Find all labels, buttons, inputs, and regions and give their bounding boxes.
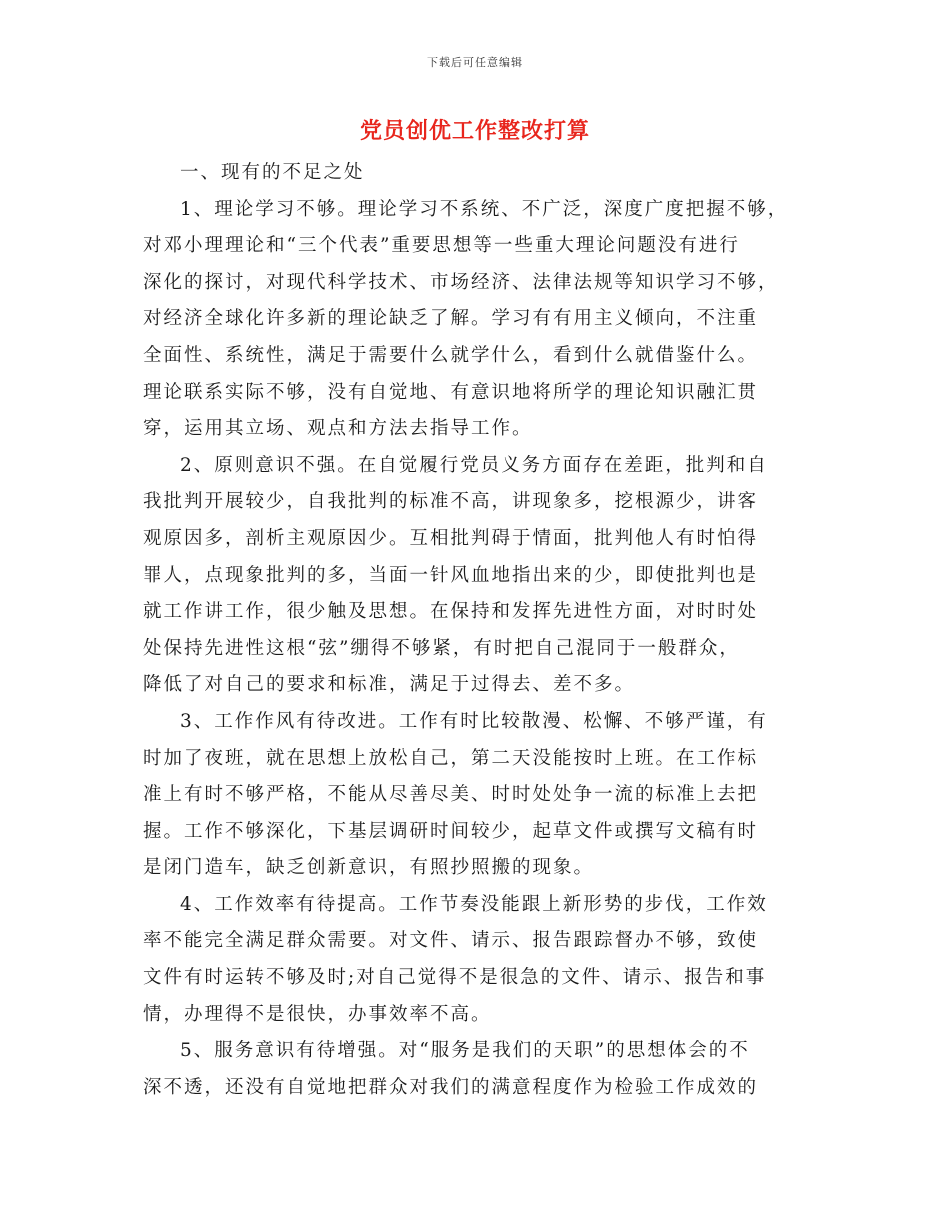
paragraph-line: 就工作讲工作，很少触及思想。在保持和发挥先进性方面，对时时处 bbox=[143, 601, 759, 623]
paragraph-line: 3、工作作风有待改进。工作有时比较散漫、松懈、不够严谨，有 bbox=[180, 710, 768, 732]
paragraph-line: 4、工作效率有待提高。工作节奏没能跟上新形势的步伐，工作效 bbox=[180, 893, 768, 915]
paragraph-line: 率不能完全满足群众需要。对文件、请示、报告跟踪督办不够，致使 bbox=[143, 930, 759, 952]
paragraph-line: 是闭门造车，缺乏创新意识，有照抄照搬的现象。 bbox=[143, 857, 595, 879]
paragraph-5 bbox=[143, 1033, 813, 1106]
paragraph-line: 处保持先进性这根“弦”绷得不够紧，有时把自己混同于一般群众， bbox=[143, 637, 740, 659]
paragraph-3 bbox=[143, 704, 813, 887]
header-note: 下载后可任意编辑 bbox=[427, 56, 523, 69]
paragraph-line: 1、理论学习不够。理论学习不系统、不广泛，深度广度把握不够， bbox=[180, 198, 789, 220]
paragraph-line: 我批判开展较少，自我批判的标准不高，讲现象多，挖根源少，讲客 bbox=[143, 491, 759, 513]
paragraph-line: 深化的探讨，对现代科学技术、市场经济、法律法规等知识学习不够， bbox=[143, 271, 779, 293]
paragraph-line: 时加了夜班，就在思想上放松自己，第二天没能按时上班。在工作标 bbox=[143, 747, 759, 769]
paragraph-line: 握。工作不够深化，下基层调研时间较少，起草文件或撰写文稿有时 bbox=[143, 820, 759, 842]
paragraph-line: 2、原则意识不强。在自觉履行党员义务方面存在差距，批判和自 bbox=[180, 454, 768, 476]
document-title: 党员创优工作整改打算 bbox=[359, 118, 590, 144]
paragraph-line: 对经济全球化许多新的理论缺乏了解。学习有有用主义倾向，不注重 bbox=[143, 308, 759, 330]
paragraph-line: 降低了对自己的要求和标准，满足于过得去、差不多。 bbox=[143, 674, 636, 696]
paragraph-line: 对邓小理理论和“三个代表”重要思想等一些重大理论问题没有进行 bbox=[143, 235, 740, 257]
paragraph-line: 全面性、系统性，满足于需要什么就学什么，看到什么就借鉴什么。 bbox=[143, 344, 759, 366]
paragraph-line: 文件有时运转不够及时;对自己觉得不是很急的文件、请示、报告和事 bbox=[143, 967, 767, 989]
paragraph-line: 5、服务意识有待增强。对“服务是我们的天职”的思想体会的不 bbox=[180, 1040, 750, 1062]
paragraph-line: 观原因多，剖析主观原因少。互相批判碍于情面，批判他人有时怕得 bbox=[143, 527, 759, 549]
paragraph-line: 穿，运用其立场、观点和方法去指导工作。 bbox=[143, 418, 533, 440]
paragraph-1 bbox=[143, 192, 813, 448]
section-heading: 一、现有的不足之处 bbox=[180, 162, 365, 183]
paragraph-line: 罪人，点现象批判的多，当面一针风血地指出来的少，即使批判也是 bbox=[143, 564, 759, 586]
paragraph-4 bbox=[143, 887, 813, 1033]
paragraph-line: 理论联系实际不够，没有自觉地、有意识地将所学的理论知识融汇贯 bbox=[143, 381, 759, 403]
document-body bbox=[143, 155, 813, 1106]
paragraph-line: 准上有时不够严格，不能从尽善尽美、时时处处争一流的标准上去把 bbox=[143, 784, 759, 806]
paragraph-line: 深不透，还没有自觉地把群众对我们的满意程度作为检验工作成效的 bbox=[143, 1076, 759, 1098]
paragraph-line: 情，办理得不是很快，办事效率不高。 bbox=[143, 1003, 492, 1025]
paragraph-2 bbox=[143, 448, 813, 704]
